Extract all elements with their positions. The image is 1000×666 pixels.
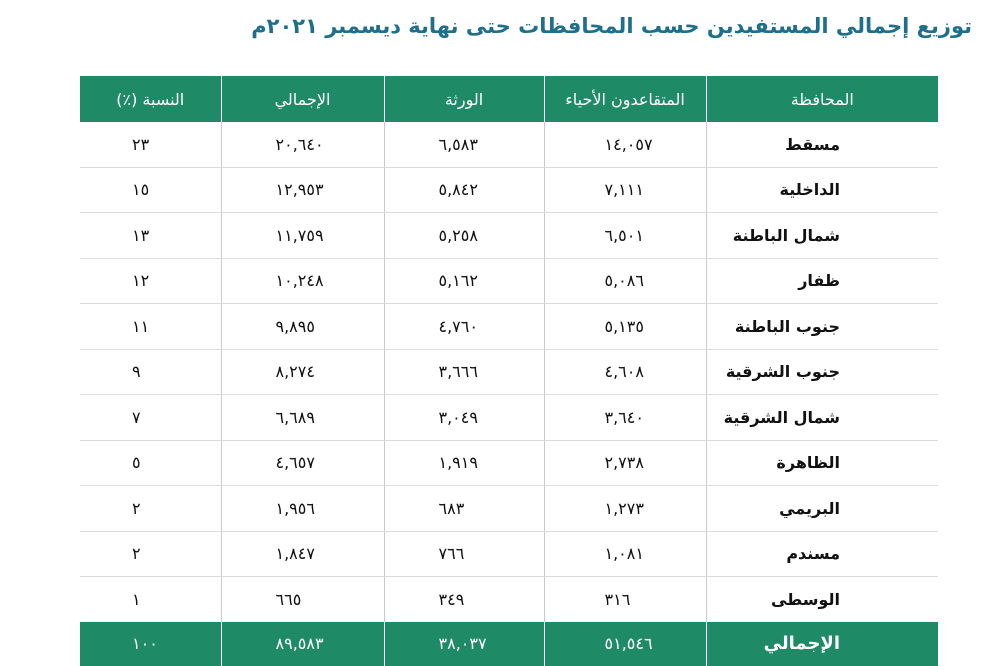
cell-percentage: ٧ (80, 395, 221, 441)
cell-governorate: شمال الشرقية (706, 395, 938, 441)
header-heirs: الورثة (384, 76, 544, 122)
cell-percentage: ١٣ (80, 213, 221, 259)
cell-total: ١٢,٩٥٣ (221, 167, 384, 213)
cell-total: ١٠,٢٤٨ (221, 258, 384, 304)
cell-heirs: ٣,٠٤٩ (384, 395, 544, 441)
cell-percentage: ١٢ (80, 258, 221, 304)
totals-living-retirees: ٥١,٥٤٦ (544, 622, 706, 666)
table-row (80, 531, 938, 577)
table-row (80, 213, 938, 259)
cell-governorate: البريمي (706, 486, 938, 532)
cell-heirs: ١,٩١٩ (384, 440, 544, 486)
cell-percentage: ٩ (80, 349, 221, 395)
cell-governorate: شمال الباطنة (706, 213, 938, 259)
cell-governorate: الداخلية (706, 167, 938, 213)
cell-living-retirees: ١,٢٧٣ (544, 486, 706, 532)
cell-living-retirees: ٣١٦ (544, 577, 706, 622)
cell-percentage: ١٥ (80, 167, 221, 213)
cell-heirs: ٣,٦٦٦ (384, 349, 544, 395)
cell-governorate: الظاهرة (706, 440, 938, 486)
totals-total: ٨٩,٥٨٣ (221, 622, 384, 666)
cell-heirs: ٦,٥٨٣ (384, 122, 544, 167)
cell-living-retirees: ٥,٠٨٦ (544, 258, 706, 304)
cell-percentage: ١ (132, 589, 141, 609)
cell-total: ٤,٦٥٧ (221, 440, 384, 486)
table-row (80, 122, 938, 167)
cell-governorate: مسندم (706, 531, 938, 577)
table-row (80, 577, 938, 622)
totals-row (80, 622, 938, 666)
table-row (80, 395, 938, 441)
header-living-retirees: المتقاعدون الأحياء (544, 76, 706, 122)
table-row (80, 440, 938, 486)
cell-percentage: ٢ (80, 486, 221, 532)
totals-percentage: ١٠٠ (80, 622, 221, 666)
cell-total: ١١,٧٥٩ (221, 213, 384, 259)
cell-percentage: ٢٣ (80, 122, 221, 167)
table-row (80, 258, 938, 304)
cell-total: ١,٨٤٧ (221, 531, 384, 577)
cell-living-retirees: ٥,١٣٥ (544, 304, 706, 350)
cell-governorate: ظفار (706, 258, 938, 304)
table-row (80, 167, 938, 213)
table-row (80, 304, 938, 350)
cell-heirs: ٧٦٦ (384, 531, 544, 577)
cell-heirs: ٤,٧٦٠ (384, 304, 544, 350)
cell-living-retirees: ٢,٧٣٨ (544, 440, 706, 486)
cell-governorate: الوسطى (706, 577, 938, 622)
table-row (80, 486, 938, 532)
cell-living-retirees: ٦,٥٠١ (544, 213, 706, 259)
cell-living-retirees: ٧,١١١ (544, 167, 706, 213)
cell-heirs: ٣٤٩ (384, 577, 544, 622)
cell-total: ٦,٦٨٩ (221, 395, 384, 441)
cell-total: ١,٩٥٦ (221, 486, 384, 532)
table-row (80, 349, 938, 395)
cell-total: ٦٦٥ (221, 577, 384, 622)
cell-heirs: ٥,٨٤٢ (384, 167, 544, 213)
cell-governorate: مسقط (706, 122, 938, 167)
cell-total: ٢٠,٦٤٠ (221, 122, 384, 167)
cell-total: ٨,٢٧٤ (221, 349, 384, 395)
table-header-row (80, 76, 938, 122)
cell-heirs: ٦٨٣ (384, 486, 544, 532)
cell-percentage: ١١ (80, 304, 221, 350)
totals-label: الإجمالي (706, 622, 938, 666)
cell-heirs: ٥,٢٥٨ (384, 213, 544, 259)
cell-percentage: ٢ (80, 531, 221, 577)
cell-percentage: ٥ (80, 440, 221, 486)
cell-heirs: ٥,١٦٢ (384, 258, 544, 304)
cell-governorate: جنوب الشرقية (706, 349, 938, 395)
header-percentage: النسبة (٪) (80, 76, 221, 122)
totals-heirs: ٣٨,٠٣٧ (384, 622, 544, 666)
cell-total: ٩,٨٩٥ (221, 304, 384, 350)
beneficiaries-table (80, 76, 938, 666)
cell-governorate: جنوب الباطنة (706, 304, 938, 350)
header-total: الإجمالي (221, 76, 384, 122)
cell-living-retirees: ١,٠٨١ (544, 531, 706, 577)
cell-living-retirees: ١٤,٠٥٧ (544, 122, 706, 167)
header-governorate: المحافظة (706, 76, 938, 122)
cell-living-retirees: ٤,٦٠٨ (544, 349, 706, 395)
cell-living-retirees: ٣,٦٤٠ (544, 395, 706, 441)
page-title: توزيع إجمالي المستفيدين حسب المحافظات حتى نهاية ديسمبر ٢٠٢١م (251, 14, 972, 38)
